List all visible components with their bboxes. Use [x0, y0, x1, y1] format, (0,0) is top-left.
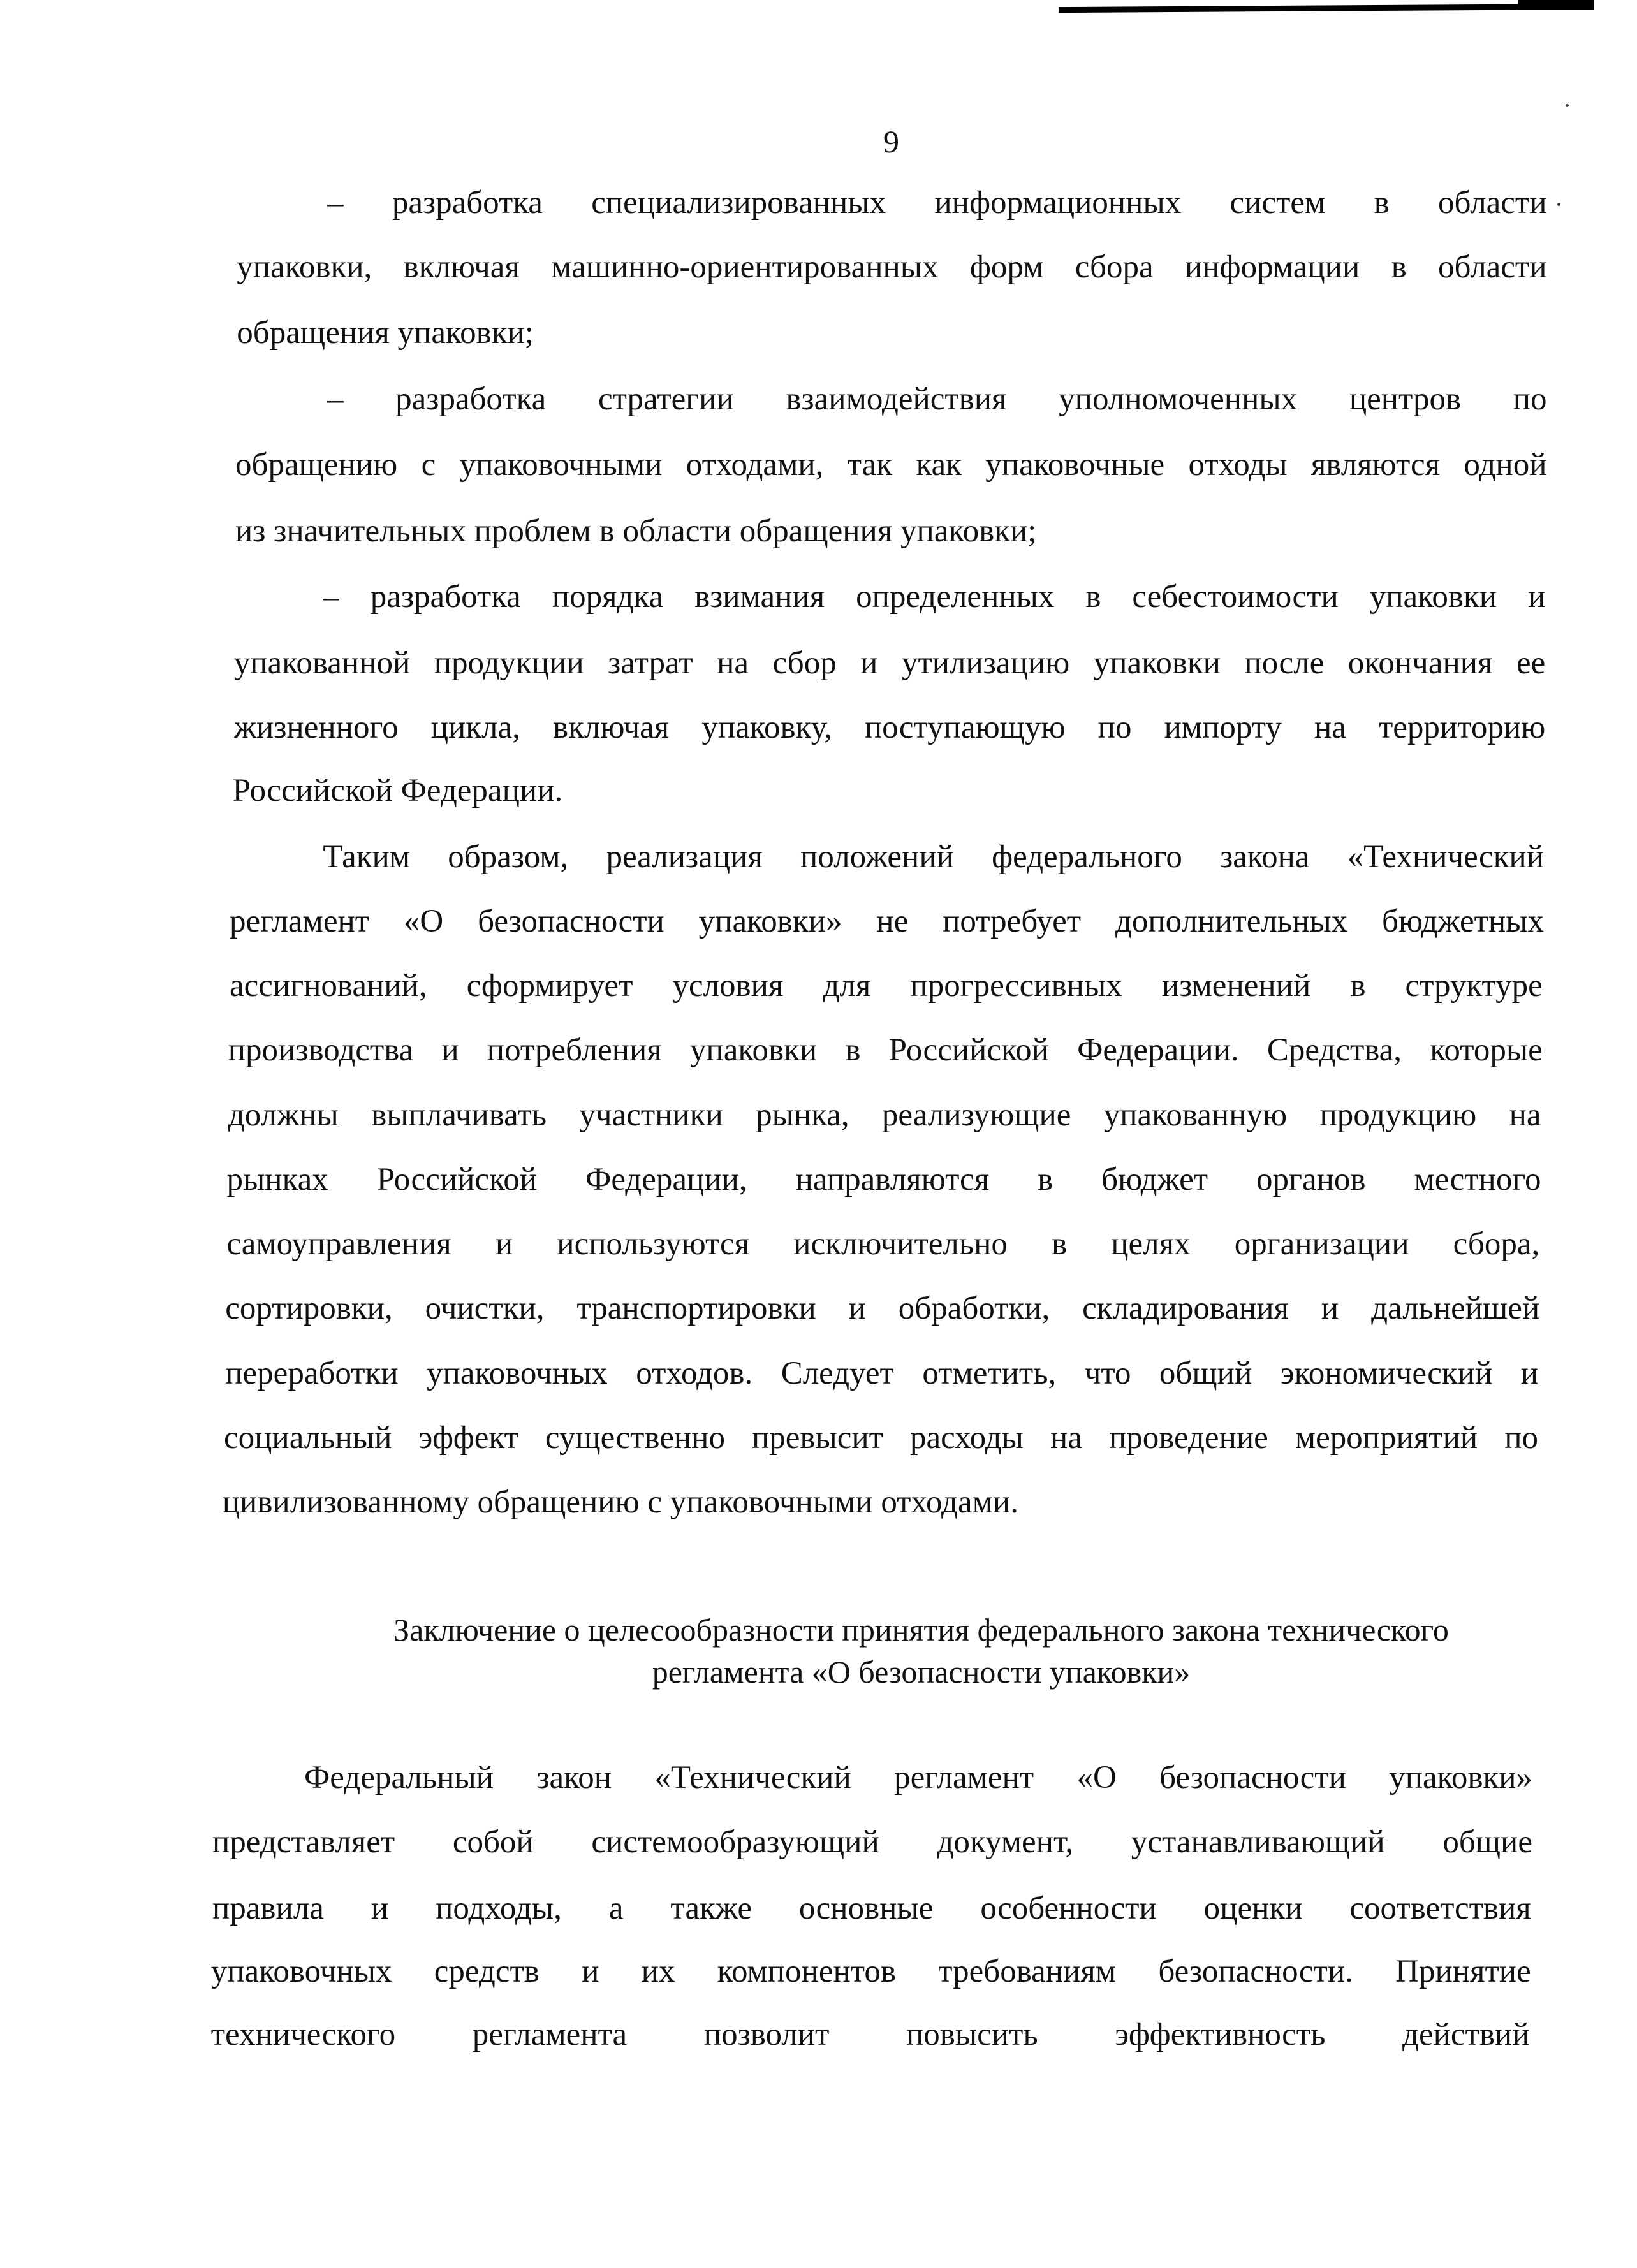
scan-speck	[1557, 203, 1560, 206]
scan-edge-line	[1059, 4, 1588, 13]
text-line: переработки упаковочных отходов. Следует отметить, что общий экономический и	[225, 1355, 1538, 1391]
text-line: представляет собой системообразующий документ, устанавливающий общие	[212, 1824, 1532, 1861]
text-line: Федеральный закон «Технический регламент «О безопасности упаковки»	[304, 1760, 1532, 1796]
text-line: обращения упаковки;	[237, 315, 534, 351]
scan-edge-mark	[1518, 0, 1594, 10]
scan-speck	[1566, 104, 1569, 107]
page-number: 9	[883, 124, 899, 159]
text-line: из значительных проблем в области обращения упаковки;	[235, 513, 1037, 549]
text-line: Таким образом, реализация положений федерального закона «Технический	[323, 838, 1544, 875]
text-line: цивилизованному обращению с упаковочными отходами.	[222, 1484, 1018, 1520]
text-line: рынках Российской Федерации, направляются в бюджет органов местного	[226, 1161, 1541, 1197]
text-line: – разработка стратегии взаимодействия уполномоченных центров по	[327, 381, 1547, 417]
text-line: регламент «О безопасности упаковки» не потребует дополнительных бюджетных	[230, 903, 1544, 939]
text-line: упаковки, включая машинно-ориентированных форм сбора информации в области	[237, 249, 1547, 285]
text-line: производства и потребления упаковки в Российской Федерации. Средства, которые	[228, 1032, 1543, 1069]
text-line: правила и подходы, а также основные особенности оценки соответствия	[212, 1890, 1531, 1926]
text-line: – разработка порядка взимания определенных в себестоимости упаковки и	[323, 579, 1546, 615]
text-line: самоуправления и используются исключительно в целях организации сбора,	[226, 1226, 1540, 1262]
section-heading-line: Заключение о целесообразности принятия федерального закона технического	[393, 1612, 1449, 1648]
text-line: сортировки, очистки, транспортировки и обработки, складирования и дальнейшей	[225, 1291, 1540, 1327]
text-line: социальный эффект существенно превысит расходы на проведение мероприятий по	[224, 1419, 1538, 1456]
section-heading-line: регламента «О безопасности упаковки»	[652, 1653, 1191, 1690]
text-line: упаковочных средств и их компонентов требованиям безопасности. Принятие	[210, 1953, 1531, 1989]
text-line: должны выплачивать участники рынка, реализующие упакованную продукцию на	[228, 1097, 1541, 1133]
text-line: жизненного цикла, включая упаковку, поступающую по импорту на территорию	[233, 710, 1546, 745]
text-line: технического регламента позволит повысить эффективность действий	[210, 2016, 1530, 2052]
text-line: Российской Федерации.	[232, 773, 563, 808]
text-line: ассигнований, сформирует условия для прогрессивных изменений в структуре	[230, 968, 1543, 1004]
text-line: – разработка специализированных информационных систем в области	[327, 184, 1547, 221]
text-line: обращению с упаковочными отходами, так как упаковочные отходы являются одной	[235, 447, 1547, 483]
text-line: упакованной продукции затрат на сбор и утилизацию упаковки после окончания ее	[233, 645, 1546, 681]
